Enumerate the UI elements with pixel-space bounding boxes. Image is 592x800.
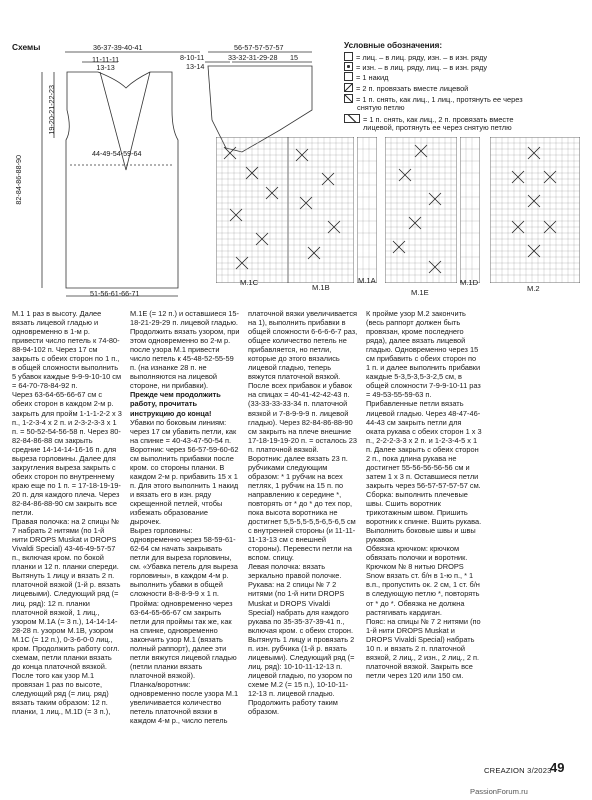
empty-square-icon xyxy=(344,52,353,61)
legend-item-sk2p-cont: лицевой, протянуть ее через снятую петлю xyxy=(363,123,512,132)
double-diagonal-icon xyxy=(344,114,360,123)
page-number: 49 xyxy=(550,760,565,775)
article-column-1 xyxy=(12,309,122,716)
chart-label-m1e: M.1E xyxy=(411,288,429,297)
paragraph: К пройме узор М.2 закончить (весь раппорт должен быть провязан, кроме последнего ряда), далее вязать лицевой гладью. Одновременно через 15 см прибавить с обеих сторон по 1 п. и далее выполнить прибавки каждые 5-3,5-3,5-3-2,5 см, в общей сложности 7-9-9-10-11 раз = 49-53-55-59-63 п. Прибавленные петли вязать лицевой гладью. Через 48-47-46-44-43 см закрыть петли для оката рукава с обеих сторон 1 х 3 п., 2-2-2-3-3 х 2 п. и 1-2-3-4-5 х 1 п. Далее закрыть с обеих сторон 2 п., пока длина рукава не достигнет 55-56-56-56-56 см и затем 1 х 3 п. Оставшиеся петли закрыть через 56-57-57-57-57 см. xyxy=(366,309,482,490)
dim-top-right-b: 33-32-31-29-28 xyxy=(228,53,278,62)
circle-square-icon xyxy=(344,72,353,81)
chart-label-m1a: M.1A xyxy=(358,276,376,285)
chart-grid-m1d xyxy=(460,137,480,283)
dim-top-right-c: 15 xyxy=(290,53,298,62)
paragraph: платочной вязки увеличивается на 1), выполнить прибавки в общей сложности 6-6-6-6-7 раз, общее количество петель не прибавляется, но петли, которые до этого вязались лицевой гладью, теперь вяжутся платочной вязкой. xyxy=(248,309,358,382)
legend-title: Условные обозначения: xyxy=(344,41,443,50)
magazine-issue: CREAZION 3/2023 xyxy=(484,766,552,775)
dim-top-right: 56-57-57-57-57 xyxy=(234,43,284,52)
watermark-text: PassionForum.ru xyxy=(470,787,528,796)
chart-grid-m1a xyxy=(357,137,377,283)
legend-item-skp-cont: снятую петлю xyxy=(357,103,405,112)
paragraph: Вырез горловины: одновременно через 58-59-61-62-64 см начать закрывать петли для выреза горловины, см. «Убавка петель для выреза горловины», в каждом 4-м р. выполнить убавки в общей сложности 8-8-8-9-9 х 1 п. xyxy=(130,526,238,599)
paragraph: Пройма: одновременно через 63-64-65-66-67 см закрыть петли для проймы так же, как на спинке, одновременно закончить узор М.1 (вязать полный раппорт), далее эти петли вяжутся лицевой гладью (петли планки вязать платочной вязкой). xyxy=(130,598,237,680)
chart-grid-m1e xyxy=(385,137,457,283)
legend-item-k2tog: = 2 п. провязать вместе лицевой xyxy=(344,83,468,93)
dim-top-left: 36-37-39-40-41 xyxy=(93,43,143,52)
paragraph: Левая полочка: вязать зеркально правой полочке. xyxy=(248,562,342,581)
paragraph: Воротник: через 56-57-59-60-62 см выполнить прибавки после кром. со стороны планки. В каждом 2-м р. прибавить 15 х 1 п. Для этого выполнить 1 накид и вязать его в изн. ряду скрещенной петлей, чтобы избежать образование дырочек. xyxy=(130,444,239,527)
paragraph: М.1 1 раз в высоту. Далее вязать лицевой гладью и одновременно в 1-м р. привести число петель к 74-80-88-94-102 п. Через 17 см закрыть с обеих сторон по 1 п., в общей сложности выполнить 5 убавок каждые 9-9-9-10-10 см = 64-70-78-84-92 п. xyxy=(12,309,122,391)
article-column-2 xyxy=(130,309,240,725)
paragraph: Воротник: далее вязать 23 п. рубчиками следующим образом: * 1 рубчик на всех петлях, 1 рубчик на 15 п. по направлению к середине *, повторять от * до * до тех пор, пока высота воротника не достигнет 5,5-5,5-5,5-6,5-6,5 см с внутренней стороны (и 11-11-11-13-13 см с внешней стороны). Перевести петли на вспом. спицу. xyxy=(248,453,356,563)
legend-item-skp: = 1 п. снять, как лиц., 1 лиц., протянуть ее через xyxy=(344,94,523,104)
paragraph: Правая полочка: на 2 спицы № 7 набрать 2 нитями (по 1-й нити DROPS Muskat и DROPS Vivaldi Special) 43-46-49-57-57 п., включая кром. по бокой планки и 12 п. планки спереди. Вытянуть 1 лицу и вязать 2 п. платочной вязкой (1-й р. вязать лицевыми). Следующий ряд (= лиц. ряд): 12 п. планки платочной вязкой, 1 лиц., узором М.1А (= 3 п.), 14-14-14-28-28 п. узором М.1В, узором М.1С (= 12 п.), 0-3-6-0-0 лиц., кром. Продолжить работу согл. схемам, петли планки вязать до конца платочной вязкой. После того как узор М.1 провязан 1 раз по высоте, следующий ряд (= лиц. ряд) вязать таким образом: 12 п. планки, 1 лиц., М.1D (= 3 п.), xyxy=(12,517,121,717)
dim-total-length: 82-84-86-88-90 xyxy=(14,155,23,205)
dot-square-icon xyxy=(344,62,353,71)
paragraph: Пояс: на спицы № 7 2 нитями (по 1-й нити DROPS Muskat и DROPS Vivaldi Special) набрать 10 п. и вязать 2 п. платочной вязкой, 2 лиц., 2 изн., 2 лиц., 2 п. платочной вязкой. Закрыть все петли через 120 или 150 см. xyxy=(366,616,481,680)
article-column-4 xyxy=(366,309,482,680)
chart-label-m1b: M.1B xyxy=(312,283,330,292)
paragraph-bold: Прежде чем продолжить работу, прочитать инструкцию до конца! xyxy=(130,390,221,418)
paragraph: Убавки по боковым линиям: через 17 см убавить петли, как на спинке = 40-43-47-50-54 п. xyxy=(130,417,237,445)
legend-item-knit: = лиц. – в лиц. ряду, изн. – в изн. ряду xyxy=(344,52,487,62)
chart-grid-m2 xyxy=(490,137,580,283)
paragraph: Сборка: выполнить плечевые швы. Сшить воротник трикотажным швом. Пришить воротник к спинке. Вшить рукава. Выполнить боковые швы и швы рукавов. xyxy=(366,489,482,545)
chart-label-m1c: M.1C xyxy=(240,278,259,287)
dim-top-mid-b: 13-14 xyxy=(186,62,205,71)
chart-grid-m1b xyxy=(288,137,354,283)
chart-grid-m1c xyxy=(216,137,288,283)
article-column-3 xyxy=(248,309,358,716)
schema-title: Схемы xyxy=(12,42,41,52)
dim-armhole-height: 19-20-21-22-23 xyxy=(47,85,56,135)
diagonal-left-icon xyxy=(344,94,353,103)
dim-top-left-inner: 11-11-11 13-13 xyxy=(92,55,120,72)
paragraph: М.1Е (= 12 п.) и оставшиеся 15-18-21-29-29 п. лицевой гладью. Продолжить вязать узором, при этом одновременно во 2-м р. после узора М.1 привести число петель к 45-48-52-55-59 п. (на изнанке 28 п. не выполняются на лицевой стороне, ни прибавки). xyxy=(130,309,240,391)
dim-body-width: 44-49-54-59-64 xyxy=(92,149,142,158)
legend-item-sk2p: = 1 п. снять, как лиц., 2 п. провязать вместе xyxy=(344,114,514,124)
dim-top-mid: 8-10-11 xyxy=(180,53,205,62)
legend-item-yarnover: = 1 накид xyxy=(344,72,388,82)
paragraph: Через 63-64-65-66-67 см с обеих сторон в каждом 2-м р. закрыть для пройм 1-1-1-2-2 х 3 п., 1-2-3-4 х 2 п. и 2-3-2-3-3 х 1 п. = 50-52-54-56-58 п. Через 80-82-84-86-88 см закрыть средние 14-14-14-16-16 п. для выреза горловины. Далее для закругления выреза закрыть с обеих сторон по внутреннему краю еще по 1 п. = 17-18-19-19-20 п. для каждого плеча. Через 82-84-86-88-90 см закрыть все петли. xyxy=(12,390,122,518)
dim-bottom-width: 51-56-61-66-71 xyxy=(90,289,140,298)
legend-item-purl: = изн. – в лиц. ряду, лиц. – в изн. ряду xyxy=(344,62,487,72)
paragraph: Крючком № 8 нитью DROPS Snow вязать ст. б/н в 1-ю п., * 1 в.п., пропустить ок. 2 см, 1 ст. б/н в следующую петлю *, повторять от * до *. Обвязка не должна растягивать кардиган. xyxy=(366,562,480,617)
paragraph: После всех прибавок и убавок на спицах = 40-41-42-42-43 п. (33-33-33-33-34 п. платочной вязкой и 7-8-9-9-9 п. лицевой гладью). Через 82-84-86-88-90 см закрыть на плече внешние 17-18-19-19-20 п. = осталось 23 п. платочной вязкой. xyxy=(248,381,358,454)
paragraph: Рукава: на 2 спицы № 7 2 нитями (по 1-й нити DROPS Muskat и DROPS Vivaldi Special) набрать для каждого рукава по 35-35-37-39-41 п., включая кром. с обеих сторон. Вытянуть 1 лицу и провязать 2 п. изн. рубчика (1-й р. вязать лицевыми). Следующий ряд (= лиц. ряд): 10-10-11-12-13 п. лицевой гладью, по узором по схеме М.2 (= 15 п.), 10-10-11-12-13 п. лицевой гладью. Продолжить работу таким образом. xyxy=(248,580,355,717)
paragraph: Обвязка крючком: крючком обвязать полочки и воротник. xyxy=(366,544,468,563)
chart-label-m2: M.2 xyxy=(527,284,540,293)
chart-label-m1d: M.1D xyxy=(460,278,479,287)
diagonal-right-icon xyxy=(344,83,353,92)
paragraph: Планка/воротник: одновременно после узора М.1 увеличивается количество петель платочной вязки в каждом 4-м р., число петель xyxy=(130,679,239,726)
